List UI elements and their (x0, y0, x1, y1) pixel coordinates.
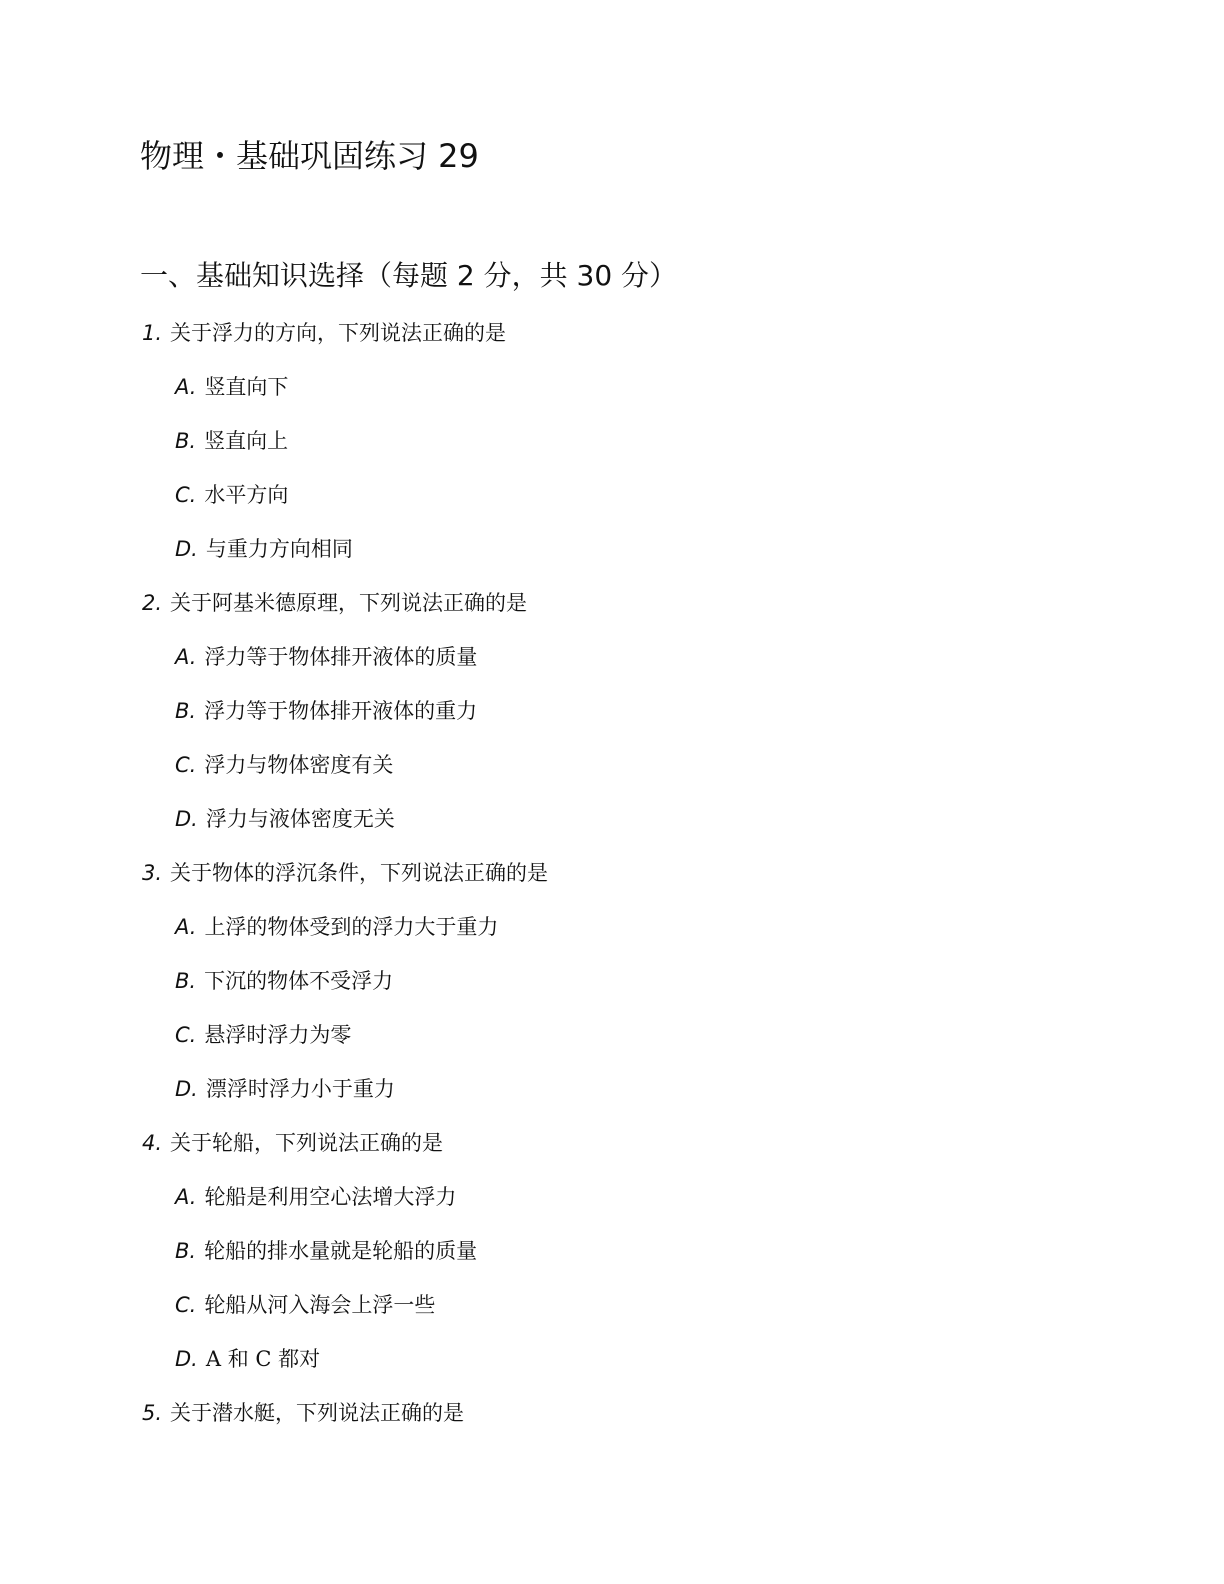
question-4-option-c (0, 1278, 1224, 1332)
option-letter: B. (175, 1239, 197, 1263)
question-number: 1. (142, 321, 163, 345)
option-letter: D. (175, 1077, 198, 1101)
option-text: A 和 C 都对 (205, 1347, 321, 1371)
question-number: 5. (142, 1401, 163, 1425)
question-number: 2. (142, 591, 163, 615)
question-2-option-d (0, 792, 1224, 846)
option-text: 浮力等于物体排开液体的重力 (204, 699, 478, 723)
question-stem: 关于阿基米德原理，下列说法正确的是 (170, 591, 528, 615)
option-text: 漂浮时浮力小于重力 (205, 1077, 395, 1101)
option-text: 悬浮时浮力为零 (204, 1023, 352, 1047)
question-4-option-b (0, 1224, 1224, 1278)
question-1-option-b (0, 414, 1224, 468)
option-text: 浮力等于物体排开液体的质量 (204, 645, 478, 669)
question-3-option-d (0, 1062, 1224, 1116)
question-1-option-c (0, 468, 1224, 522)
option-text: 轮船是利用空心法增大浮力 (204, 1185, 457, 1209)
option-text: 浮力与液体密度无关 (205, 807, 395, 831)
question-4 (0, 1116, 1224, 1170)
option-letter: B. (175, 699, 197, 723)
question-2 (0, 576, 1224, 630)
option-text: 下沉的物体不受浮力 (204, 969, 394, 993)
question-3-option-c (0, 1008, 1224, 1062)
option-letter: B. (175, 969, 197, 993)
option-text: 上浮的物体受到的浮力大于重力 (204, 915, 499, 939)
option-text: 轮船从河入海会上浮一些 (204, 1293, 436, 1317)
question-3-option-a (0, 900, 1224, 954)
question-1-option-d (0, 522, 1224, 576)
option-letter: A. (175, 915, 197, 939)
option-text: 与重力方向相同 (205, 537, 353, 561)
option-letter: C. (175, 1023, 197, 1047)
option-letter: C. (175, 1293, 197, 1317)
section-heading: 一、基础知识选择（每题 2 分，共 30 分） (140, 259, 678, 292)
question-list (0, 306, 1224, 1440)
option-letter: B. (175, 429, 197, 453)
option-text: 浮力与物体密度有关 (204, 753, 394, 777)
question-2-option-a (0, 630, 1224, 684)
page-title: 物理・基础巩固练习 29 (140, 137, 479, 175)
option-letter: A. (175, 375, 197, 399)
question-1 (0, 306, 1224, 360)
question-2-option-c (0, 738, 1224, 792)
question-5 (0, 1386, 1224, 1440)
option-text: 竖直向下 (204, 375, 289, 399)
option-letter: D. (175, 1347, 198, 1371)
question-4-option-d (0, 1332, 1224, 1386)
option-letter: A. (175, 645, 197, 669)
option-text: 轮船的排水量就是轮船的质量 (204, 1239, 478, 1263)
option-text: 竖直向上 (204, 429, 289, 453)
question-1-option-a (0, 360, 1224, 414)
question-4-option-a (0, 1170, 1224, 1224)
option-letter: D. (175, 537, 198, 561)
question-number: 3. (142, 861, 163, 885)
question-3-option-b (0, 954, 1224, 1008)
option-letter: D. (175, 807, 198, 831)
question-stem: 关于轮船，下列说法正确的是 (170, 1131, 444, 1155)
option-letter: A. (175, 1185, 197, 1209)
question-stem: 关于潜水艇，下列说法正确的是 (170, 1401, 465, 1425)
question-stem: 关于浮力的方向，下列说法正确的是 (170, 321, 507, 345)
option-letter: C. (175, 753, 197, 777)
option-text: 水平方向 (204, 483, 289, 507)
question-3 (0, 846, 1224, 900)
question-stem: 关于物体的浮沉条件，下列说法正确的是 (170, 861, 549, 885)
question-number: 4. (142, 1131, 163, 1155)
option-letter: C. (175, 483, 197, 507)
question-2-option-b (0, 684, 1224, 738)
